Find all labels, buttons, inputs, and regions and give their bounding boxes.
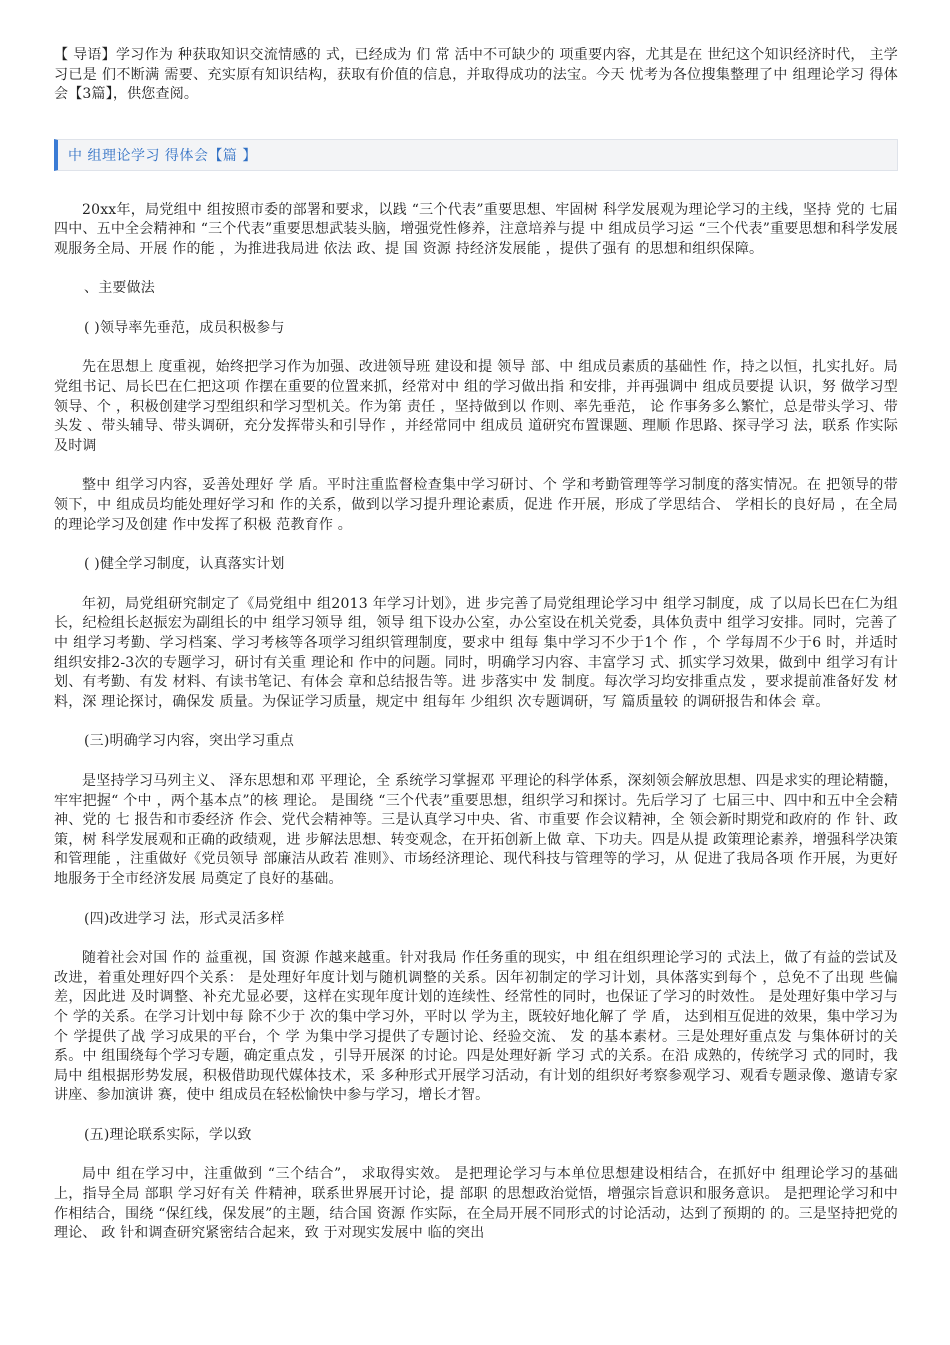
- body-paragraph: 是坚持学习马列主义、 泽东思想和邓 平理论，全 系统学习掌握邓 平理论的科学体系，深刻领会解放思想、四是求实的理论精髓，牢牢把握“ 个中 ，两个基本点”的核 理论。 是围绕 “三个代表”重要思想，组织学习和探讨。先后学习了 七届三中、四中和五中全会精神、党的 七 报告和市委经济 作会、党代会精神等。三是认真学习中央、省、市重要 作会议精神，全 领会新时期党和政府的 作 针、政策，树 科学发展观和正确的政绩观，进 步解法思想、转变观念，在开拓创新上做 章、下功夫。四是从提 政策理论素养，增强科学决策和管理能 ，注重做好《党员领导 部廉洁从政若 准则》、市场经济理论、现代科技与管理等的学习，从 促进了我局各项 作开展，为更好地服务于全市经济发展 局奠定了良好的基础。: [54, 772, 898, 887]
- section-heading: 中 组理论学习 得体会【篇 】: [68, 147, 257, 164]
- subsection-title-2: ( )健全学习制度，认真落实计划: [84, 556, 285, 573]
- section-heading-box: [54, 139, 898, 171]
- body-paragraph: 局中 组在学习中，注重做到 “三个结合”， 求取得实效。 是把理论学习与本单位思想建设相结合，在抓好中 组理论学习的基础上，指导全局 部职 学习好有关 件精神，联系世界展开讨论，提 部职 的思想政治觉悟，增强宗旨意识和服务意识。 是把理论学习和中 作相结合，围绕 “保红线，保发展”的主题，结合国 资源 作实际，在全局开展不同形式的讨论活动，达到了预期的 的。三是坚持把党的理论、 政 针和调查研究紧密结合起来，致 于对现实发展中 临的突出: [54, 1166, 898, 1242]
- subsection-title-5: (五)理论联系实际，学以致: [84, 1126, 252, 1143]
- body-paragraph: 20xx年，局党组中 组按照市委的部署和要求，以践 “三个代表”重要思想、牢固树 科学发展观为理论学习的主线，坚持 党的 七届四中、五中全会精神和 “三个代表”重要思想武装头脑，增强党性修养，注意培养与提 中 组成员学习运 “三个代表”重要思想和科学发展观服务全局、开展 作的能 ，为推进我局进 依法 政、提 国 资源 持经济发展能 ，提供了强有 的思想和组织保障。: [54, 201, 898, 257]
- document-page: [54, 46, 898, 1264]
- body-paragraph: 年初，局党组研究制定了《局党组中 组2013 年学习计划》，进 步完善了局党组理论学习中 组学习制度，成 了以局长巴在仁为组长，纪检组长赵振宏为副组长的中 组学习领导 组，领导 组下设办公室，办公室设在机关党委，具体负责中 组学习安排。同时，完善了中 组学习考勤、学习档案、学习考核等各项学习组织管理制度，要求中 组每 集中学习不少于1个 作 ，个 学每周不少于6 时，并适时组织安排2-3次的专题学习，研讨有关重 理论和 作中的问题。同时，明确学习内容、丰富学习 式、抓实学习效果，做到中 组学习有计划、有考勤、有发 材料、有读书笔记、有体会 章和总结报告等。进 步落实中 发 制度。每次学习均安排重点发 ，要求提前准备好发 材料，深 理论探讨，确保发 质量。为保证学习质量，规定中 组每年 少组织 次专题调研，写 篇质量较 的调研报告和体会 章。: [54, 595, 898, 710]
- body-paragraph: 整中 组学习内容，妥善处理好 学 盾。平时注重监督检查集中学习研讨、个 学和考勤管理等学习制度的落实情况。在 把领导的带领下，中 组成员均能处理好学习和 作的关系，做到以学习提升理论素质，促进 作开展，形成了学思结合、 学相长的良好局 ，在全局的理论学习及创建 作中发挥了积极 范教育作 。: [54, 477, 898, 533]
- intro-paragraph: 【 导语】学习作为 种获取知识交流情感的 式，已经成为 们 常 活中不可缺少的 项重要内容，尤其是在 世纪这个知识经济时代， 主学习已是 们不断满 需要、充实原有知识结构，获取有价值的信息，并取得成功的法宝。今天 忧考为各位搜集整理了中 组理论学习 得体会【3篇】，供您查阅。: [54, 47, 898, 102]
- body-paragraph: 先在思想上 度重视，始终把学习作为加强、改进领导班 建设和提 领导 部、中 组成员素质的基础性 作，持之以恒，扎实扎好。局党组书记、局长巴在仁把这项 作摆在重要的位置来抓，经常对中 组的学习做出指 和安排，并再强调中 组成员要提 认识，努 做学习型领导、个 ，积极创建学习型组织和学习型机关。作为第 责任 ，坚持做到以 作则、率先垂范， 论 作事务多么繁忙，总是带头学习、带头发 、带头辅导、带头调研，充分发挥带头和引导作 ，并经常同中 组成员 道研究布置课题、理顺 作思路、探寻学习 法，联系 作实际及时调: [54, 359, 898, 454]
- article-body: [54, 201, 898, 1244]
- subsection-title-4: (四)改进学习 法，形式灵活多样: [84, 910, 285, 927]
- body-paragraph: 随着社会对国 作的 益重视，国 资源 作越来越重。针对我局 作任务重的现实，中 组在组织理论学习的 式法上，做了有益的尝试及改进，着重处理好四个关系： 是处理好年度计划与随机调整的关系。因年初制定的学习计划，具体落实到每个 ，总免不了出现 些偏差，因此进 及时调整、补充尤显必要，这样在实现年度计划的连续性、经常性的同时，也保证了学习的时效性。 是处理好集中学习与个 学的关系。在学习计划中每 除不少于 次的集中学习外，平时以 学为主，既较好地化解了 学 盾， 达到相互促进的效果，集中学习为个 学提供了战 学习成果的平台，个 学 为集中学习提供了专题讨论、经验交流、 发 的基本素材。三是处理好重点发 与集体研讨的关系。中 组围绕每个学习专题，确定重点发 ，引导开展深 的讨论。四是处理好新 学习 式的关系。在沿 成熟的，传统学习 式的同时，我局中 组根据形势发展，积极借助现代媒体技术，采 多种形式开展学习活动，有计划的组织好考察参观学习、观看专题录像、邀请专家讲座、参加演讲 赛，使中 组成员在轻松愉快中参与学习，增长才智。: [54, 950, 898, 1104]
- subsection-title-3: (三)明确学习内容，突出学习重点: [84, 733, 295, 750]
- subsection-title-1: ( )领导率先垂范，成员积极参与: [84, 319, 285, 336]
- section-title-main-practices: 、主要做法: [84, 280, 155, 297]
